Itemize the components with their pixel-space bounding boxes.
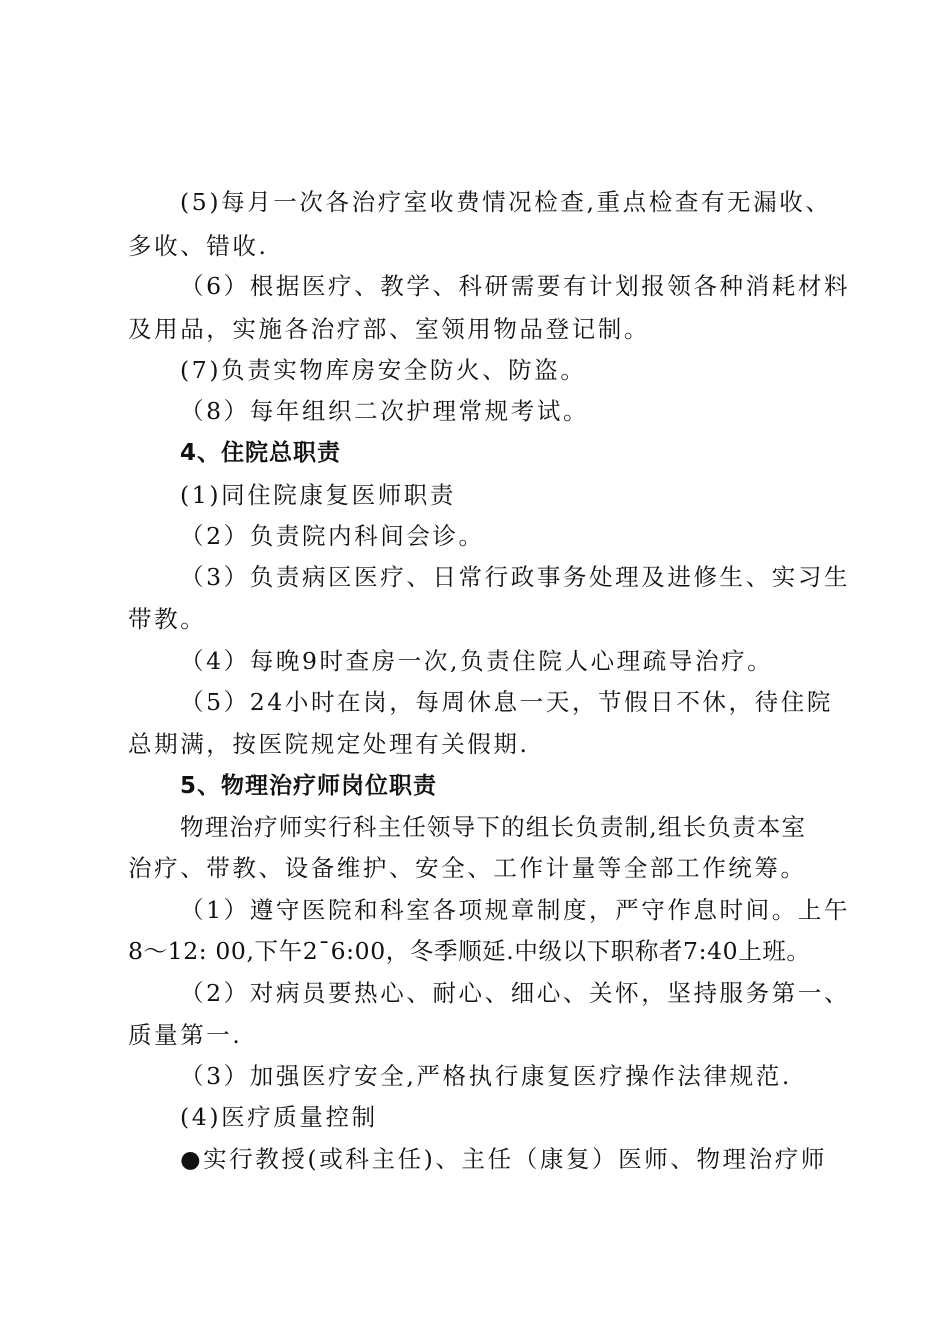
text-line: （6）根据医疗、教学、科研需要有计划报领各种消耗材料: [180, 272, 851, 300]
text-line: （8）每年组织二次护理常规考试。: [180, 397, 590, 425]
text-line: （1）遵守医院和科室各项规章制度，严守作息时间。上午: [180, 896, 851, 924]
text-line: 治疗、带教、设备维护、安全、工作计量等全部工作统筹。: [128, 854, 807, 882]
text-line: （2）对病员要热心、耐心、细心、关怀，坚持服务第一、: [180, 979, 851, 1007]
text-line: （4）每晚9时查房一次,负责住院人心理疏导治疗。: [180, 647, 774, 675]
text-line: (1)同住院康复医师职责: [180, 481, 456, 509]
text-line: (7)负责实物库房安全防火、防盗。: [180, 356, 587, 384]
text-line: 多收、错收.: [128, 232, 269, 260]
text-line: （3）加强医疗安全,严格执行康复医疗操作法律规范.: [180, 1062, 792, 1090]
text-line: 8～12: 00,下午2¯6:00，冬季顺延.中级以下职称者7:40上班。: [128, 937, 811, 965]
text-line: 总期满，按医院规定处理有关假期.: [128, 730, 530, 758]
text-line: 带教。: [128, 605, 207, 633]
text-line: 质量第一.: [128, 1021, 243, 1049]
section-heading: 5、物理治疗师岗位职责: [180, 773, 438, 799]
text-line: (5)每月一次各治疗室收费情况检查,重点检查有无漏收、: [180, 188, 832, 216]
text-line: （5）24小时在岗，每周休息一天，节假日不休，待住院: [180, 688, 833, 716]
text-line: (4)医疗质量控制: [180, 1103, 378, 1131]
text-line: （3）负责病区医疗、日常行政事务处理及进修生、实习生: [180, 563, 851, 591]
text-line: 物理治疗师实行科主任领导下的组长负责制,组长负责本室: [180, 813, 807, 841]
bullet-line: ●实行教授(或科主任)、主任（康复）医师、物理治疗师: [180, 1145, 827, 1173]
section-heading: 4、住院总职责: [180, 440, 342, 466]
text-line: 及用品，实施各治疗部、室领用物品登记制。: [128, 315, 650, 343]
text-line: （2）负责院内科间会诊。: [180, 522, 485, 550]
